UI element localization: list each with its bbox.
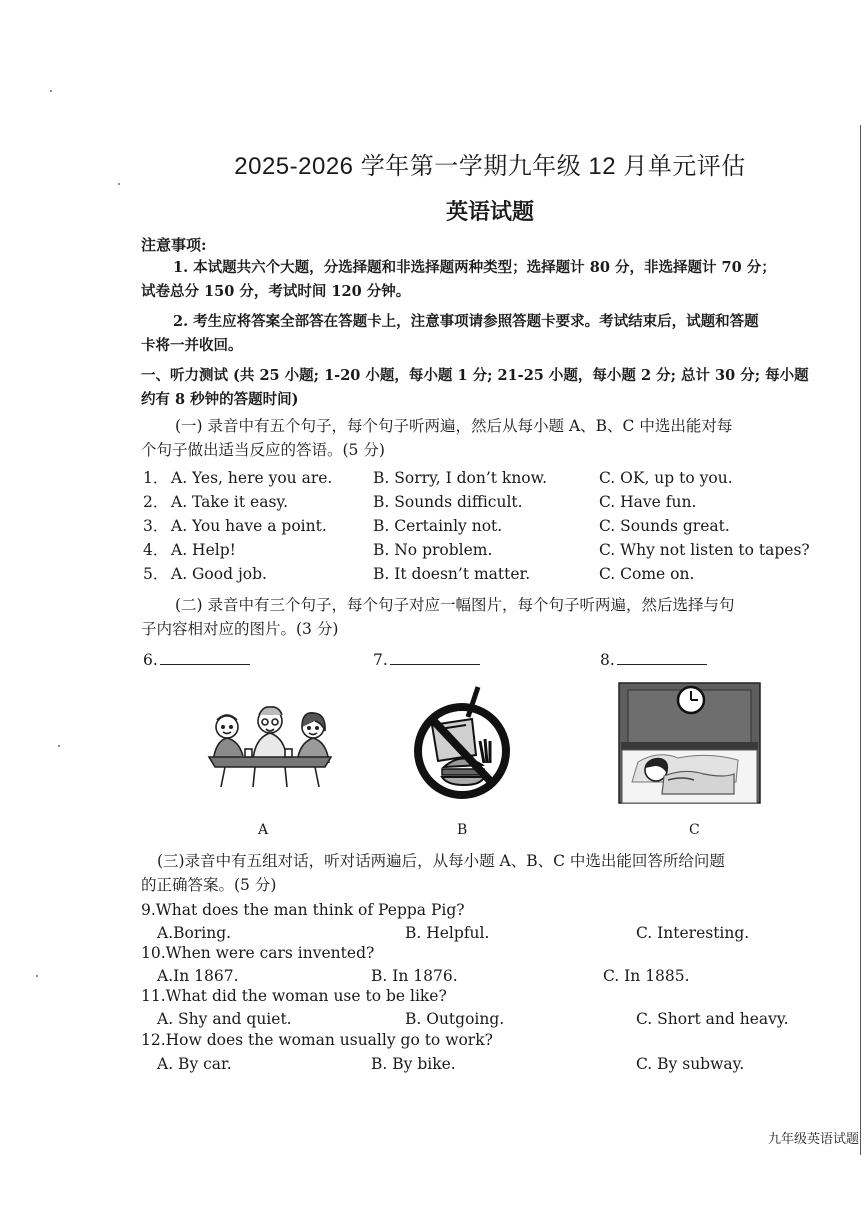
question-number: 2． — [143, 493, 169, 511]
blank-number: 8. — [600, 651, 615, 669]
question-number: 1． — [143, 469, 169, 487]
option-c: C. Interesting. — [636, 924, 750, 942]
option-a: A.Boring. — [157, 924, 232, 942]
picture-c-label: C — [689, 822, 700, 838]
blank-line — [617, 650, 707, 665]
option-a: A. Help! — [171, 541, 236, 559]
option-b: B. Outgoing. — [405, 1010, 505, 1028]
option-a: A. You have a point. — [171, 517, 327, 535]
scan-speck — [58, 745, 60, 747]
question-text: 10.When were cars invented? — [141, 944, 375, 962]
section1-heading-line1: 一、听力测试 (共 25 小题; 1-20 小题，每小题 1 分; 21-25 小题，每小题 2 分; 总计 30 分; 每小题 — [141, 367, 809, 384]
scan-speck — [50, 90, 52, 92]
part3-instruction-line1: (三)录音中有五组对话，听对话两遍后，从每小题 A、B、C 中选出能回答所给问题 — [157, 852, 725, 870]
option-a: A. Shy and quiet. — [157, 1010, 292, 1028]
option-a: A. By car. — [157, 1055, 232, 1073]
option-b: B. It doesn’t matter. — [373, 565, 531, 583]
question-text: 11.What did the woman use to be like? — [141, 987, 447, 1005]
option-b: B. By bike. — [371, 1055, 456, 1073]
option-c: C. Why not listen to tapes? — [599, 541, 810, 559]
notes-item1-line1: 1. 本试题共六个大题，分选择题和非选择题两种类型；选择题计 80 分，非选择题计 70 分； — [173, 259, 776, 276]
notes-item2-line1: 2. 考生应将答案全部答在答题卡上，注意事项请参照答题卡要求。考试结束后，试题和答题 — [173, 313, 759, 330]
part3-instruction-line2: 的正确答案。(5 分) — [141, 876, 277, 894]
blank-line — [160, 650, 250, 665]
part2-instruction-line2: 子内容相对应的图片。(3 分) — [141, 620, 339, 638]
option-a: A.In 1867. — [157, 967, 239, 985]
section1-heading-line2: 约有 8 秒钟的答题时间) — [141, 391, 299, 408]
question-text: 12.How does the woman usually go to work? — [141, 1031, 493, 1049]
page-edge-line — [860, 125, 861, 1155]
exam-subtitle: 英语试题 — [445, 199, 534, 224]
scan-speck — [118, 183, 120, 185]
part2-instruction-line1: (二) 录音中有三个句子，每个句子对应一幅图片，每个句子听两遍，然后选择与句 — [175, 596, 735, 614]
question-number: 5． — [143, 565, 169, 583]
option-b: B. Certainly not. — [373, 517, 503, 535]
answer-blank-7[interactable] — [373, 648, 480, 672]
option-c: C. Sounds great. — [599, 517, 730, 535]
option-c: C. In 1885. — [603, 967, 690, 985]
option-a: A. Yes, here you are. — [171, 469, 333, 487]
notes-item1-line2: 试卷总分 150 分，考试时间 120 分钟。 — [141, 283, 411, 300]
option-c: C. OK, up to you. — [599, 469, 733, 487]
question-number: 4． — [143, 541, 169, 559]
blank-line — [390, 650, 480, 665]
option-a: A. Take it easy. — [171, 493, 289, 511]
part1-instruction-line2: 个句子做出适当反应的答语。(5 分) — [141, 441, 385, 459]
picture-a-label: A — [258, 822, 269, 838]
answer-blank-6[interactable] — [143, 648, 250, 672]
question-text: 9.What does the man think of Peppa Pig? — [141, 901, 465, 919]
option-b: B. No problem. — [373, 541, 493, 559]
exam-title: 2025-2026 学年第一学期九年级 12 月单元评估 — [234, 153, 746, 180]
picture-b-no-junk-food-icon — [410, 685, 510, 803]
option-c: C. Come on. — [599, 565, 695, 583]
answer-blank-8[interactable] — [600, 648, 707, 672]
question-number: 3． — [143, 517, 169, 535]
picture-a-people-chatting — [205, 705, 335, 790]
scan-speck — [36, 975, 38, 977]
option-b: B. Helpful. — [405, 924, 490, 942]
option-b: B. In 1876. — [371, 967, 458, 985]
part1-instruction-line1: (一) 录音中有五个句子，每个句子听两遍，然后从每小题 A、B、C 中选出能对每 — [175, 417, 733, 435]
option-c: C. Short and heavy. — [636, 1010, 789, 1028]
option-c: C. Have fun. — [599, 493, 697, 511]
page-footer: 九年级英语试题 — [767, 1132, 859, 1147]
option-b: B. Sorry, I don’t know. — [373, 469, 547, 487]
picture-c-girl-sleeping — [618, 682, 761, 804]
option-c: C. By subway. — [636, 1055, 745, 1073]
picture-b-label: B — [457, 822, 468, 838]
blank-number: 6. — [143, 651, 158, 669]
notes-heading: 注意事项: — [141, 236, 207, 254]
option-a: A. Good job. — [171, 565, 267, 583]
option-b: B. Sounds difficult. — [373, 493, 523, 511]
notes-item2-line2: 卡将一并收回。 — [141, 337, 243, 354]
blank-number: 7. — [373, 651, 388, 669]
